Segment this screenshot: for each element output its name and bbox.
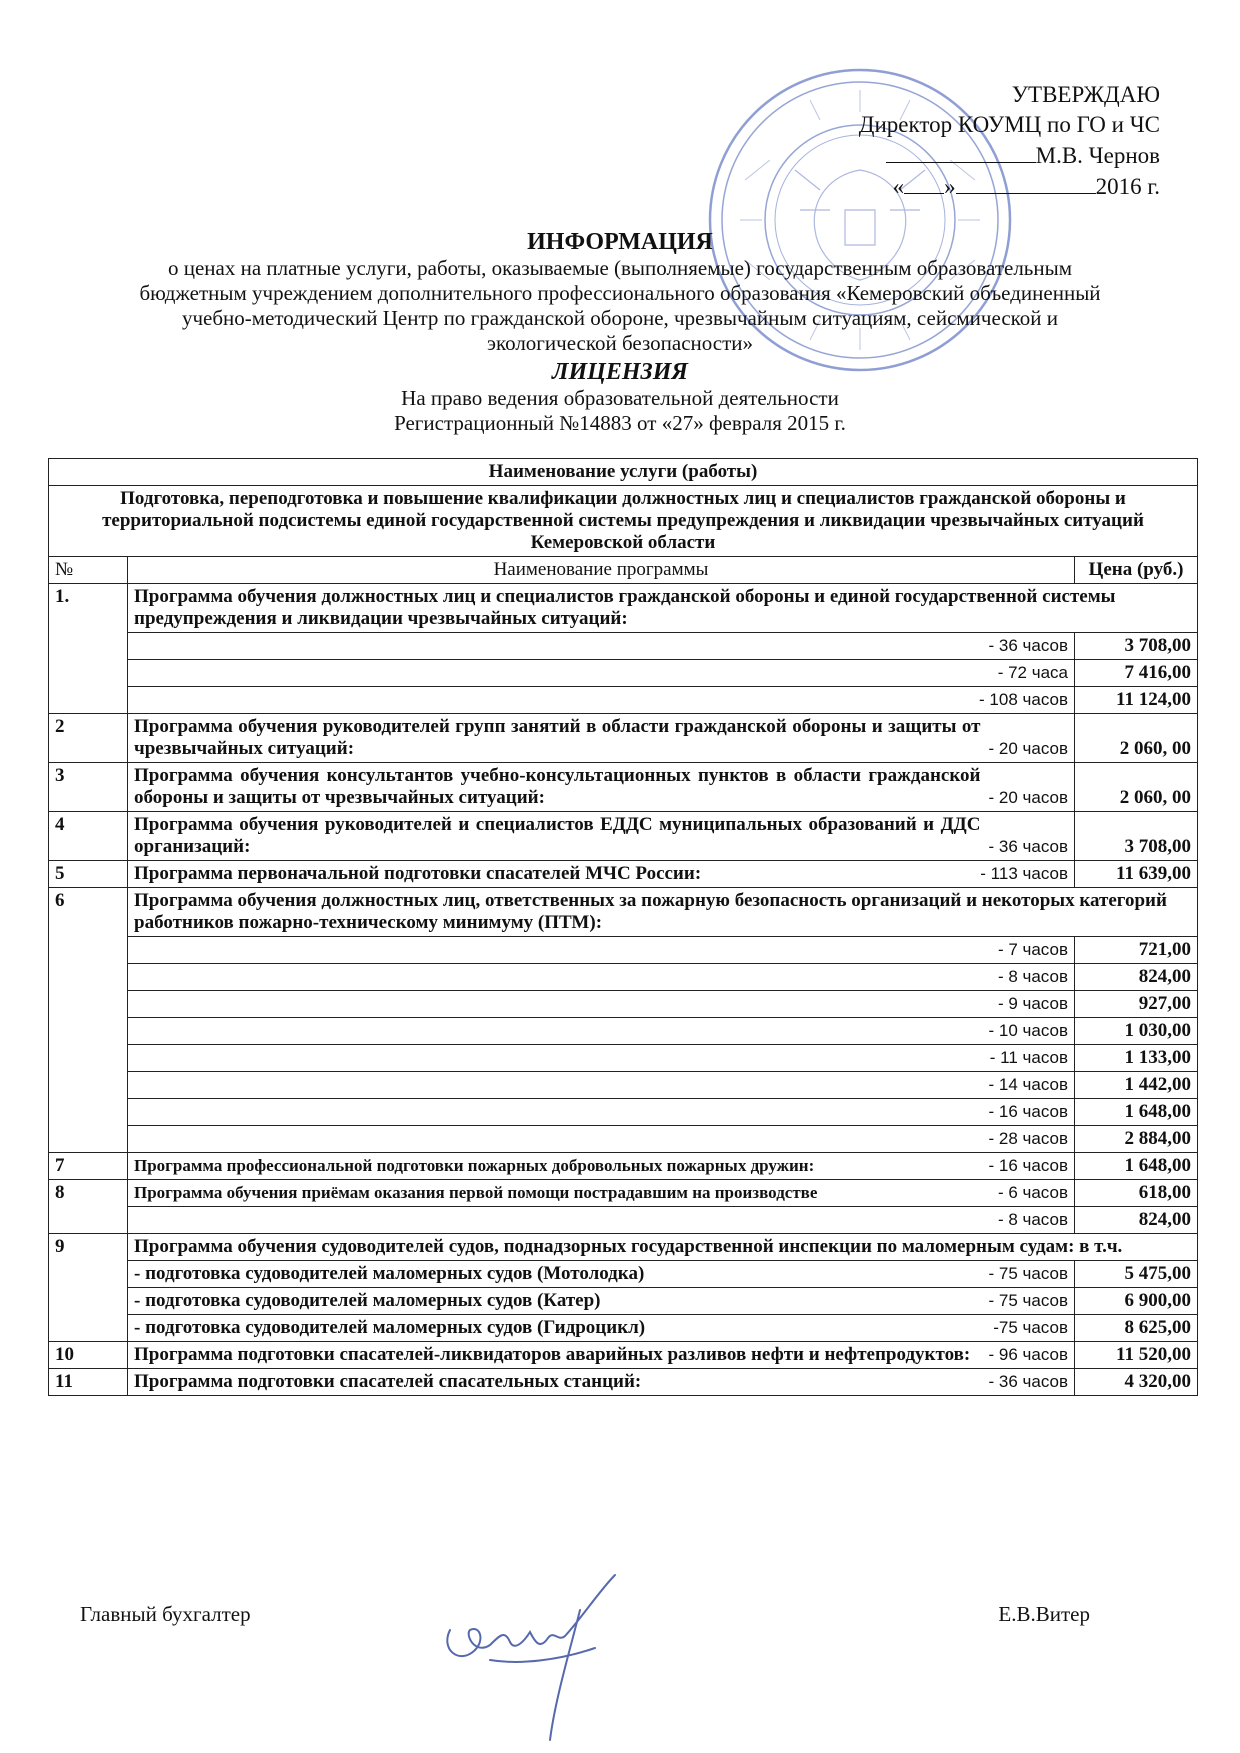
price: 2 060, 00 <box>1075 714 1198 763</box>
price: 3 708,00 <box>1075 633 1198 660</box>
price: 927,00 <box>1075 991 1198 1018</box>
table-row <box>49 888 1198 937</box>
date-close-quote: » <box>944 174 956 199</box>
row-num: 7 <box>49 1153 128 1180</box>
date-open-quote: « <box>892 174 905 199</box>
table-row <box>49 660 1198 687</box>
table-row <box>49 486 1198 557</box>
table-row <box>49 1153 1198 1180</box>
duration: - 9 часов <box>128 991 1075 1018</box>
row-num: 8 <box>49 1180 128 1234</box>
table-row <box>49 1261 1198 1288</box>
approval-year: 2016 г. <box>1095 174 1160 199</box>
approval-title: УТВЕРЖДАЮ <box>1011 82 1160 107</box>
program-cell <box>128 861 1075 888</box>
program-cell <box>128 1288 1075 1315</box>
program-name: Программа обучения руководителей и специалистов ЕДДС муниципальных образований и ДДС организаций: <box>134 814 981 857</box>
duration: - 36 часов <box>988 1372 1068 1391</box>
row-num: 9 <box>49 1234 128 1342</box>
duration: - 16 часов <box>988 1156 1068 1175</box>
price-table <box>48 458 1198 1396</box>
duration: - 96 часов <box>988 1345 1068 1364</box>
duration: - 8 часов <box>128 1207 1075 1234</box>
table-row <box>49 1018 1198 1045</box>
approval-date-line <box>859 171 1160 202</box>
price: 11 124,00 <box>1075 687 1198 714</box>
document-header <box>40 228 1200 436</box>
price: 4 320,00 <box>1075 1369 1198 1396</box>
program-cell <box>128 812 1075 861</box>
approval-block <box>859 80 1160 202</box>
program-cell <box>128 1153 1075 1180</box>
program-cell <box>128 1315 1075 1342</box>
row-num: 2 <box>49 714 128 763</box>
program-name: Программа обучения судоводителей судов, поднадзорных государственной инспекции по маломерным судам: в т.ч. <box>128 1234 1198 1261</box>
program-name: Программа первоначальной подготовки спасателей МЧС России: <box>134 863 702 884</box>
table-row <box>49 1207 1198 1234</box>
col-price-header: Цена (руб.) <box>1075 557 1198 584</box>
duration: - 113 часов <box>980 864 1068 883</box>
approval-signer-line <box>859 140 1160 171</box>
row-num: 1. <box>49 584 128 714</box>
accountant-role: Главный бухгалтер <box>80 1602 251 1626</box>
duration: - 10 часов <box>128 1018 1075 1045</box>
price: 721,00 <box>1075 937 1198 964</box>
license-line-1: На право ведения образовательной деятельности <box>401 386 839 410</box>
duration: - 36 часов <box>988 837 1068 856</box>
table-row <box>49 991 1198 1018</box>
sub-program-name: - подготовка судоводителей маломерных судов (Мотолодка) <box>134 1263 645 1284</box>
table-row <box>49 763 1198 812</box>
price: 11 639,00 <box>1075 861 1198 888</box>
price: 7 416,00 <box>1075 660 1198 687</box>
row-num: 5 <box>49 861 128 888</box>
program-name: Программа обучения руководителей групп занятий в области гражданской обороны и защиты от чрезвычайных ситуаций: <box>134 716 981 759</box>
duration: - 28 часов <box>128 1126 1075 1153</box>
table-row <box>49 937 1198 964</box>
program-cell <box>128 1369 1075 1396</box>
program-cell <box>128 714 1075 763</box>
header-line-4: экологической безопасности» <box>486 331 754 355</box>
program-cell <box>128 763 1075 812</box>
table-row <box>49 964 1198 991</box>
service-name: Подготовка, переподготовка и повышение квалификации должностных лиц и специалистов гражданской обороны и территориальной подсистемы единой государственной системы предупреждения и ликвидации чрезвычайных ситуаций Кемеровской области <box>49 486 1198 557</box>
table-row <box>49 459 1198 486</box>
header-line-3: учебно-методический Центр по гражданской обороне, чрезвычайным ситуациям, сейсмической и <box>181 306 1059 330</box>
table-row <box>49 1072 1198 1099</box>
price: 824,00 <box>1075 1207 1198 1234</box>
row-num: 10 <box>49 1342 128 1369</box>
duration: - 11 часов <box>128 1045 1075 1072</box>
header-line-1: о ценах на платные услуги, работы, оказываемые (выполняемые) государственным образовательным <box>167 256 1073 280</box>
table-row <box>49 1180 1198 1207</box>
price: 824,00 <box>1075 964 1198 991</box>
table-row <box>49 1288 1198 1315</box>
duration: - 16 часов <box>128 1099 1075 1126</box>
duration: - 75 часов <box>988 1264 1068 1283</box>
program-cell <box>128 1261 1075 1288</box>
service-header: Наименование услуги (работы) <box>49 459 1198 486</box>
table-header-row <box>49 557 1198 584</box>
price: 1 030,00 <box>1075 1018 1198 1045</box>
table-row <box>49 1369 1198 1396</box>
document-title: ИНФОРМАЦИЯ <box>527 229 713 255</box>
price: 618,00 <box>1075 1180 1198 1207</box>
duration: -75 часов <box>993 1318 1068 1337</box>
price: 8 625,00 <box>1075 1315 1198 1342</box>
price: 1 648,00 <box>1075 1099 1198 1126</box>
price: 1 133,00 <box>1075 1045 1198 1072</box>
price: 2 884,00 <box>1075 1126 1198 1153</box>
table-row <box>49 812 1198 861</box>
sub-program-name: - подготовка судоводителей маломерных судов (Гидроцикл) <box>134 1317 646 1338</box>
price: 1 442,00 <box>1075 1072 1198 1099</box>
month-blank <box>956 171 1096 194</box>
program-name: Программа подготовки спасателей-ликвидаторов аварийных разливов нефти и нефтепродуктов: <box>134 1344 971 1365</box>
program-cell <box>128 1180 1075 1207</box>
program-name: Программа профессиональной подготовки пожарных добровольных пожарных дружин: <box>134 1156 815 1175</box>
duration: - 7 часов <box>128 937 1075 964</box>
program-name: Программа обучения должностных лиц, ответственных за пожарную безопасность организаций и некоторых категорий работников пожарно-техническому минимуму (ПТМ): <box>128 888 1198 937</box>
duration: - 75 часов <box>988 1291 1068 1310</box>
row-num: 11 <box>49 1369 128 1396</box>
duration: - 20 часов <box>988 788 1068 807</box>
table-row <box>49 1045 1198 1072</box>
row-num: 6 <box>49 888 128 1153</box>
table-row <box>49 1342 1198 1369</box>
program-name: Программа подготовки спасателей спасательных станций: <box>134 1371 642 1392</box>
table-row <box>49 861 1198 888</box>
col-num-header: № <box>49 557 128 584</box>
row-num: 3 <box>49 763 128 812</box>
program-name: Программа обучения приёмам оказания первой помощи пострадавшим на производстве <box>134 1183 818 1202</box>
table-row <box>49 1126 1198 1153</box>
duration: - 8 часов <box>128 964 1075 991</box>
duration: - 6 часов <box>997 1183 1068 1202</box>
table-row <box>49 584 1198 633</box>
handwritten-signature <box>430 1570 660 1750</box>
table-row <box>49 687 1198 714</box>
price: 11 520,00 <box>1075 1342 1198 1369</box>
duration: - 20 часов <box>988 739 1068 758</box>
sub-program-name: - подготовка судоводителей маломерных судов (Катер) <box>134 1290 601 1311</box>
price: 2 060, 00 <box>1075 763 1198 812</box>
duration: - 14 часов <box>128 1072 1075 1099</box>
table-row <box>49 714 1198 763</box>
table-row <box>49 633 1198 660</box>
price: 1 648,00 <box>1075 1153 1198 1180</box>
signature-blank <box>886 140 1036 163</box>
row-num: 4 <box>49 812 128 861</box>
duration: - 36 часов <box>128 633 1075 660</box>
program-cell <box>128 1342 1075 1369</box>
license-line-2: Регистрационный №14883 от «27» февраля 2015 г. <box>394 411 846 435</box>
duration: - 108 часов <box>128 687 1075 714</box>
price: 6 900,00 <box>1075 1288 1198 1315</box>
table-row <box>49 1099 1198 1126</box>
col-name-header: Наименование программы <box>128 557 1075 584</box>
table-row <box>49 1315 1198 1342</box>
program-name: Программа обучения должностных лиц и специалистов гражданской обороны и единой государственной системы предупреждения и ликвидации чрезвычайных ситуаций: <box>128 584 1198 633</box>
accountant-name: Е.В.Витер <box>998 1602 1090 1626</box>
license-title: ЛИЦЕНЗИЯ <box>552 359 688 385</box>
header-line-2: бюджетным учреждением дополнительного профессионального образования «Кемеровский объединенный <box>139 281 1101 305</box>
table-row <box>49 1234 1198 1261</box>
duration: - 72 часа <box>128 660 1075 687</box>
day-blank <box>904 171 944 194</box>
approval-name: М.В. Чернов <box>1035 143 1160 168</box>
price: 3 708,00 <box>1075 812 1198 861</box>
price: 5 475,00 <box>1075 1261 1198 1288</box>
approval-position: Директор КОУМЦ по ГО и ЧС <box>858 112 1160 137</box>
program-name: Программа обучения консультантов учебно-консультационных пунктов в области гражданской обороны и защиты от чрезвычайных ситуаций: <box>134 765 981 808</box>
